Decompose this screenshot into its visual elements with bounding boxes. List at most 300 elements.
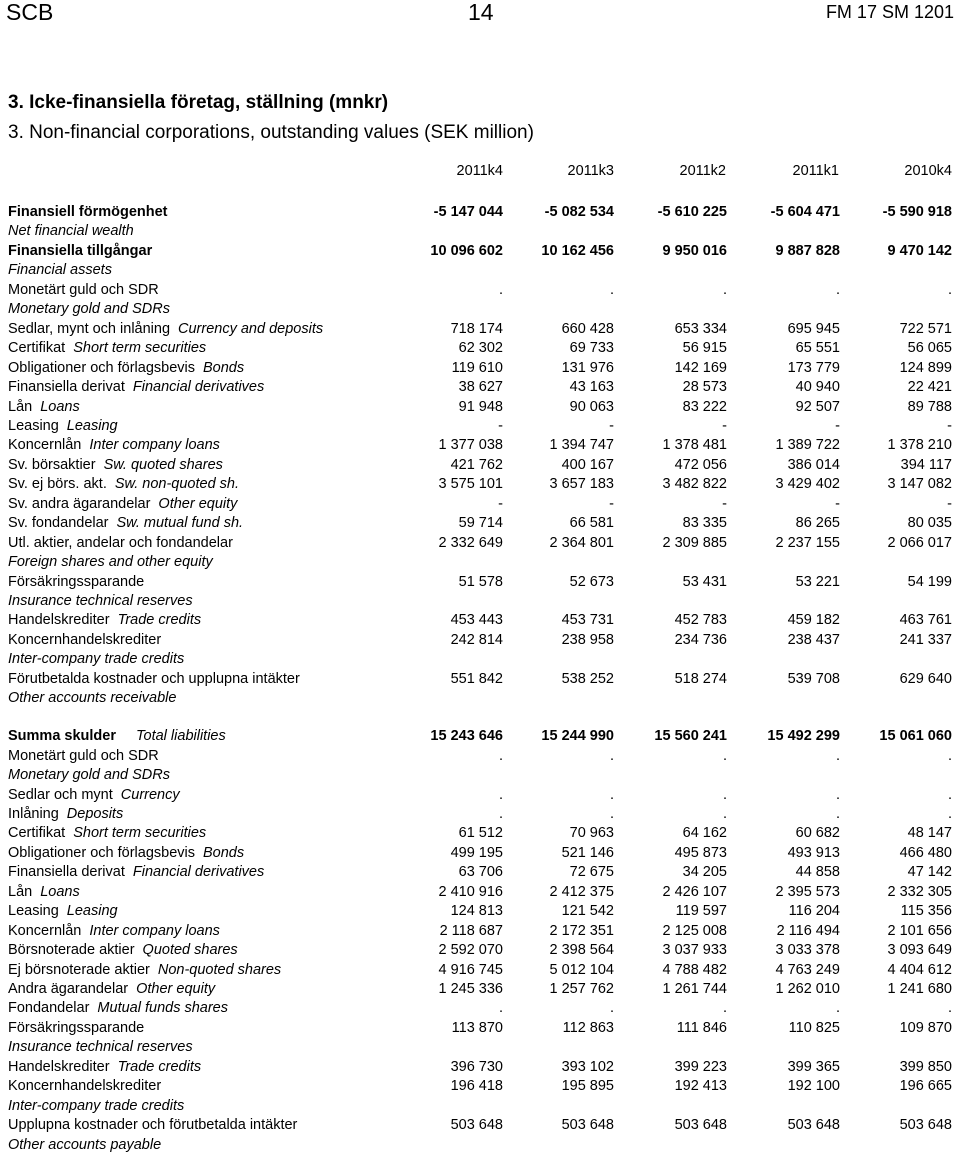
table-row	[0, 1136, 960, 1155]
value-cell: 3 482 822	[662, 476, 727, 493]
value-cell: 1 377 038	[438, 437, 503, 454]
table-row	[0, 242, 960, 261]
row-label	[8, 727, 226, 746]
row-label-swedish: Monetärt guld och SDR	[8, 747, 159, 764]
row-label-swedish: Ej börsnoterade aktier	[8, 961, 150, 978]
row-label	[8, 999, 228, 1018]
row-label-swedish: Sedlar och mynt	[8, 786, 113, 803]
value-cell: .	[609, 281, 614, 298]
row-label-english: Bonds	[203, 359, 245, 376]
period-col-1: 2011k4	[456, 163, 503, 179]
header-left: SCB	[6, 0, 54, 25]
row-label-swedish: Obligationer och förlagsbevis	[8, 844, 195, 861]
value-cell: 551 842	[450, 670, 503, 687]
row-label-swedish: Koncernlån	[8, 922, 82, 939]
row-label-english: Bonds	[203, 844, 245, 861]
value-cell: -	[722, 495, 727, 512]
value-cell: 110 825	[788, 1019, 840, 1036]
value-cell: 10 162 456	[541, 242, 614, 259]
row-label-swedish: Leasing	[8, 417, 59, 434]
table-row	[0, 689, 960, 708]
value-cell: 3 093 649	[887, 942, 952, 959]
row-label	[8, 1116, 297, 1135]
table-row	[0, 961, 960, 980]
value-cell: .	[722, 281, 727, 298]
row-label-swedish: Koncernhandelskrediter	[8, 631, 162, 648]
value-cell: 115 356	[900, 903, 952, 920]
value-cell: 69 733	[569, 340, 614, 357]
value-cell: 503 648	[899, 1117, 952, 1134]
value-cell: 15 061 060	[879, 728, 952, 745]
value-cell: 43 163	[569, 379, 614, 396]
row-label	[8, 863, 264, 882]
value-cell: 195 895	[561, 1078, 614, 1095]
row-label-swedish: Sv. börsaktier	[8, 456, 96, 473]
table-row	[0, 786, 960, 805]
value-cell: 238 958	[561, 631, 614, 648]
row-label-swedish: Obligationer och förlagsbevis	[8, 359, 195, 376]
value-cell: 142 169	[674, 359, 727, 376]
row-label-swedish: Andra ägarandelar	[8, 981, 129, 998]
value-cell: 192 413	[674, 1078, 727, 1095]
value-cell: .	[947, 786, 952, 803]
value-cell: .	[498, 786, 503, 803]
value-cell: 518 274	[674, 670, 727, 687]
value-cell: 493 913	[787, 844, 840, 861]
value-cell: 40 940	[795, 379, 840, 396]
row-label	[8, 980, 215, 999]
value-cell: 241 337	[899, 631, 952, 648]
value-cell: -	[947, 495, 952, 512]
row-label-english: Financial derivatives	[132, 864, 265, 881]
value-cell: -5 590 918	[882, 204, 952, 220]
value-cell: -	[835, 417, 840, 434]
value-cell: 459 182	[787, 612, 840, 629]
value-cell: 2 125 008	[662, 922, 727, 939]
value-cell: 1 378 210	[887, 437, 952, 454]
value-cell: 399 365	[787, 1058, 840, 1075]
row-label-english: Currency	[120, 786, 180, 803]
value-cell: 66 581	[569, 515, 614, 532]
row-label-english: Short term securities	[73, 340, 207, 357]
row-label-english: Total liabilities	[136, 728, 226, 745]
value-cell: 1 257 762	[549, 981, 614, 998]
row-label	[8, 650, 184, 669]
row-label-swedish: Monetärt guld och SDR	[8, 281, 159, 298]
value-cell: -	[835, 495, 840, 512]
row-label-english: Short term securities	[73, 825, 207, 842]
value-cell: 15 492 299	[767, 728, 840, 745]
row-label-english: Trade credits	[117, 612, 202, 629]
value-cell: 4 404 612	[887, 961, 952, 978]
value-cell: 52 673	[569, 573, 614, 590]
value-cell: 22 421	[907, 379, 952, 396]
value-cell: 89 788	[907, 398, 952, 415]
value-cell: 386 014	[787, 456, 840, 473]
value-cell: 421 762	[450, 456, 503, 473]
value-cell: 192 100	[787, 1078, 840, 1095]
value-cell: -5 147 044	[433, 204, 503, 220]
table-row	[0, 1116, 960, 1135]
value-cell: 399 223	[674, 1058, 727, 1075]
row-label-swedish: Finansiella derivat	[8, 864, 125, 881]
value-cell: .	[947, 805, 952, 822]
page-number: 14	[468, 0, 494, 25]
row-label	[8, 203, 168, 222]
value-cell: 83 335	[682, 515, 727, 532]
value-cell: .	[835, 747, 840, 764]
value-cell: 503 648	[674, 1117, 727, 1134]
row-label-english: Quoted shares	[142, 942, 238, 959]
row-label-swedish: Försäkringssparande	[8, 1019, 145, 1036]
value-cell: 44 858	[795, 864, 840, 881]
value-cell: 2 101 656	[887, 922, 952, 939]
value-cell: .	[498, 747, 503, 764]
table-row	[0, 553, 960, 572]
value-cell: 466 480	[899, 844, 952, 861]
row-label-english: Sw. mutual fund sh.	[116, 515, 244, 532]
value-cell: 238 437	[787, 631, 840, 648]
row-label	[8, 670, 300, 689]
value-cell: -	[609, 417, 614, 434]
value-cell: 1 262 010	[775, 981, 840, 998]
value-cell: 1 378 481	[662, 437, 727, 454]
value-cell: 495 873	[674, 844, 727, 861]
row-label	[8, 689, 176, 708]
value-cell: 63 706	[458, 864, 503, 881]
value-cell: 4 788 482	[662, 961, 727, 978]
value-cell: 3 657 183	[549, 476, 614, 493]
row-label	[8, 747, 159, 766]
table-row	[0, 475, 960, 494]
value-cell: 124 899	[899, 359, 952, 376]
table-row	[0, 359, 960, 378]
value-cell: .	[722, 786, 727, 803]
row-label-english: Inter-company trade credits	[8, 651, 185, 668]
value-cell: 472 056	[674, 456, 727, 473]
value-cell: 83 222	[682, 398, 727, 415]
row-label-english: Monetary gold and SDRs	[8, 301, 170, 318]
row-label-swedish: Försäkringssparande	[8, 573, 145, 590]
value-cell: 2 395 573	[775, 883, 840, 900]
value-cell: -	[609, 495, 614, 512]
value-cell: -	[498, 417, 503, 434]
table-row	[0, 824, 960, 843]
value-cell: .	[835, 281, 840, 298]
value-cell: 62 302	[458, 340, 503, 357]
value-cell: 60 682	[795, 825, 840, 842]
value-cell: 499 195	[450, 844, 503, 861]
row-label	[8, 398, 80, 417]
value-cell: -	[947, 417, 952, 434]
row-label	[8, 1077, 161, 1096]
row-label-swedish: Koncernhandelskrediter	[8, 1078, 162, 1095]
row-label-english: Trade credits	[117, 1058, 202, 1075]
value-cell: .	[609, 1000, 614, 1017]
value-cell: 1 394 747	[549, 437, 614, 454]
value-cell: 653 334	[674, 320, 727, 337]
value-cell: .	[609, 786, 614, 803]
value-cell: 70 963	[569, 825, 614, 842]
title-swedish: 3. Icke-finansiella företag, ställning (mnkr)	[8, 92, 389, 113]
value-cell: 453 443	[450, 612, 503, 629]
value-cell: 54 199	[907, 573, 952, 590]
row-label-english: Other equity	[158, 495, 238, 512]
value-cell: 503 648	[561, 1117, 614, 1134]
row-label	[8, 805, 123, 824]
value-cell: 196 418	[450, 1078, 503, 1095]
row-label	[8, 475, 239, 494]
row-label-english: Sw. quoted shares	[103, 456, 223, 473]
table-row	[0, 727, 960, 746]
row-label-swedish: Certifikat	[8, 825, 66, 842]
row-label-swedish: Handelskrediter	[8, 612, 110, 629]
value-cell: 4 763 249	[775, 961, 840, 978]
row-label-english: Non-quoted shares	[157, 961, 282, 978]
value-cell: 48 147	[907, 825, 952, 842]
value-cell: 53 221	[795, 573, 840, 590]
value-cell: 121 542	[561, 903, 614, 920]
row-label-swedish: Lån	[8, 398, 33, 415]
value-cell: 80 035	[907, 515, 952, 532]
row-label	[8, 766, 170, 785]
value-cell: 28 573	[682, 379, 727, 396]
row-label-english: Loans	[40, 398, 80, 415]
table-row	[0, 436, 960, 455]
row-label-swedish: Sedlar, mynt och inlåning	[8, 320, 171, 337]
table-row	[0, 1097, 960, 1116]
value-cell: 5 012 104	[549, 961, 614, 978]
table-row	[0, 844, 960, 863]
table-row	[0, 766, 960, 785]
value-cell: 131 976	[561, 359, 614, 376]
row-label	[8, 1097, 184, 1116]
table-row	[0, 573, 960, 592]
row-label	[8, 222, 134, 241]
table-row	[0, 203, 960, 222]
value-cell: 116 204	[788, 903, 840, 920]
value-cell: 92 507	[795, 398, 840, 415]
value-cell: 3 429 402	[775, 476, 840, 493]
row-label-english: Deposits	[66, 805, 124, 822]
row-label-english: Leasing	[66, 417, 118, 434]
row-label-english: Mutual funds shares	[97, 1000, 228, 1017]
row-label	[8, 824, 206, 843]
row-label-english: Inter company loans	[89, 922, 220, 939]
row-label	[8, 1058, 201, 1077]
value-cell: 86 265	[795, 515, 840, 532]
table-row	[0, 1019, 960, 1038]
title-english: 3. Non-financial corporations, outstanding values (SEK million)	[8, 122, 534, 143]
table-row	[0, 222, 960, 241]
row-label-english: Insurance technical reserves	[8, 593, 193, 609]
row-label	[8, 339, 206, 358]
row-label	[8, 1038, 193, 1057]
row-label-english: Leasing	[66, 903, 118, 920]
value-cell: 2 364 801	[549, 534, 614, 551]
row-label	[8, 1136, 161, 1155]
row-label	[8, 553, 213, 572]
value-cell: 51 578	[458, 573, 503, 590]
row-label-swedish: Finansiella derivat	[8, 379, 125, 396]
value-cell: 59 714	[458, 515, 503, 532]
table-row	[0, 300, 960, 319]
value-cell: 695 945	[787, 320, 840, 337]
table-row	[0, 456, 960, 475]
value-cell: 15 560 241	[654, 728, 727, 745]
value-cell: 9 887 828	[775, 242, 840, 259]
row-label-english: Loans	[40, 883, 80, 900]
value-cell: -5 082 534	[544, 204, 614, 220]
value-cell: 119 610	[451, 359, 503, 376]
row-label-english: Financial assets	[8, 262, 112, 279]
value-cell: 38 627	[458, 379, 503, 396]
value-cell: 722 571	[899, 320, 952, 337]
row-label-english: Inter-company trade credits	[8, 1097, 185, 1114]
value-cell: .	[722, 1000, 727, 1017]
row-label	[8, 631, 161, 650]
row-label-english: Financial derivatives	[132, 379, 265, 396]
value-cell: 521 146	[561, 844, 614, 861]
value-cell: 119 597	[675, 903, 727, 920]
value-cell: 539 708	[787, 670, 840, 687]
row-label	[8, 456, 223, 475]
row-label	[8, 300, 170, 319]
value-cell: .	[947, 281, 952, 298]
value-cell: .	[835, 786, 840, 803]
row-label-swedish: Börsnoterade aktier	[8, 942, 135, 959]
value-cell: 112 863	[562, 1019, 614, 1036]
table-row	[0, 670, 960, 689]
row-label-english: Inter company loans	[89, 437, 220, 454]
value-cell: 660 428	[561, 320, 614, 337]
table-row	[0, 1077, 960, 1096]
value-cell: 3 575 101	[438, 476, 503, 493]
row-label-english: Monetary gold and SDRs	[8, 767, 170, 784]
row-label-english: Other accounts payable	[8, 1136, 162, 1153]
value-cell: 1 389 722	[775, 437, 840, 454]
row-label-english: Net financial wealth	[8, 223, 134, 240]
value-cell: 3 037 933	[662, 942, 727, 959]
value-cell: 1 241 680	[887, 981, 952, 998]
row-label	[8, 844, 244, 863]
value-cell: 53 431	[682, 573, 727, 590]
row-label-swedish: Finansiella tillgångar	[8, 242, 153, 259]
table-row	[0, 378, 960, 397]
row-label	[8, 922, 220, 941]
value-cell: 91 948	[458, 398, 503, 415]
value-cell: 2 332 649	[438, 534, 503, 551]
value-cell: 393 102	[561, 1058, 614, 1075]
row-label-swedish: Fondandelar	[8, 1000, 90, 1017]
row-label	[8, 941, 238, 960]
value-cell: -	[722, 417, 727, 434]
value-cell: 453 731	[561, 612, 614, 629]
value-cell: 196 665	[899, 1078, 952, 1095]
value-cell: 2 332 305	[887, 883, 952, 900]
value-cell: 2 398 564	[549, 942, 614, 959]
header-right: FM 17 SM 1201	[825, 2, 954, 22]
row-label-english: Sw. non-quoted sh.	[114, 476, 240, 493]
value-cell: .	[498, 1000, 503, 1017]
row-label-english: Other equity	[136, 981, 216, 998]
table-row	[0, 339, 960, 358]
row-label	[8, 961, 281, 980]
value-cell: 2 118 687	[439, 922, 503, 939]
table-row	[0, 941, 960, 960]
table-row	[0, 320, 960, 339]
table-row	[0, 592, 960, 611]
value-cell: 9 470 142	[887, 242, 952, 259]
row-label-swedish: Lån	[8, 883, 33, 900]
row-label	[8, 786, 180, 805]
value-cell: .	[498, 281, 503, 298]
row-label	[8, 242, 152, 261]
value-cell: 65 551	[795, 340, 840, 357]
table-row	[0, 1058, 960, 1077]
row-label	[8, 534, 233, 553]
value-cell: 72 675	[569, 864, 614, 881]
value-cell: 242 814	[450, 631, 503, 648]
value-cell: .	[722, 805, 727, 822]
row-label	[8, 573, 144, 592]
row-label	[8, 495, 237, 514]
row-label	[8, 883, 80, 902]
row-label-swedish: Upplupna kostnader och förutbetalda intäkter	[8, 1117, 298, 1134]
row-label-swedish: Summa skulder	[8, 728, 116, 745]
value-cell: -5 604 471	[770, 204, 840, 220]
row-label	[8, 417, 118, 436]
value-cell: 10 096 602	[430, 242, 503, 259]
period-col-2: 2011k3	[567, 163, 614, 179]
value-cell: -	[498, 495, 503, 512]
value-cell: .	[835, 1000, 840, 1017]
value-cell: 2 592 070	[438, 942, 503, 959]
value-cell: 109 870	[899, 1019, 952, 1036]
value-cell: 1 261 744	[662, 981, 727, 998]
value-cell: 400 167	[561, 456, 614, 473]
value-cell: 4 916 745	[438, 961, 503, 978]
value-cell: 2 172 351	[549, 922, 614, 939]
row-label	[8, 902, 118, 921]
value-cell: .	[498, 805, 503, 822]
row-label	[8, 261, 112, 280]
value-cell: 3 147 082	[887, 476, 952, 493]
value-cell: 90 063	[569, 398, 614, 415]
table-row	[0, 1038, 960, 1057]
value-cell: 2 237 155	[775, 534, 840, 551]
row-label-swedish: Certifikat	[8, 340, 66, 357]
table-row	[0, 417, 960, 436]
value-cell: 56 065	[907, 340, 952, 357]
period-col-5: 2010k4	[904, 163, 952, 179]
value-cell: .	[609, 747, 614, 764]
value-cell: 111 846	[676, 1019, 727, 1036]
row-label	[8, 281, 159, 300]
value-cell: 56 915	[682, 340, 727, 357]
value-cell: 629 640	[899, 670, 952, 687]
table-row	[0, 650, 960, 669]
value-cell: 2 426 107	[662, 883, 727, 900]
table-row	[0, 495, 960, 514]
row-label-english: Insurance technical reserves	[8, 1039, 193, 1056]
row-label-swedish: Leasing	[8, 903, 59, 920]
row-label-english: Other accounts receivable	[8, 690, 177, 707]
table-row	[0, 980, 960, 999]
value-cell: 394 117	[900, 456, 952, 473]
value-cell: 2 066 017	[887, 534, 952, 551]
value-cell: 503 648	[450, 1117, 503, 1134]
